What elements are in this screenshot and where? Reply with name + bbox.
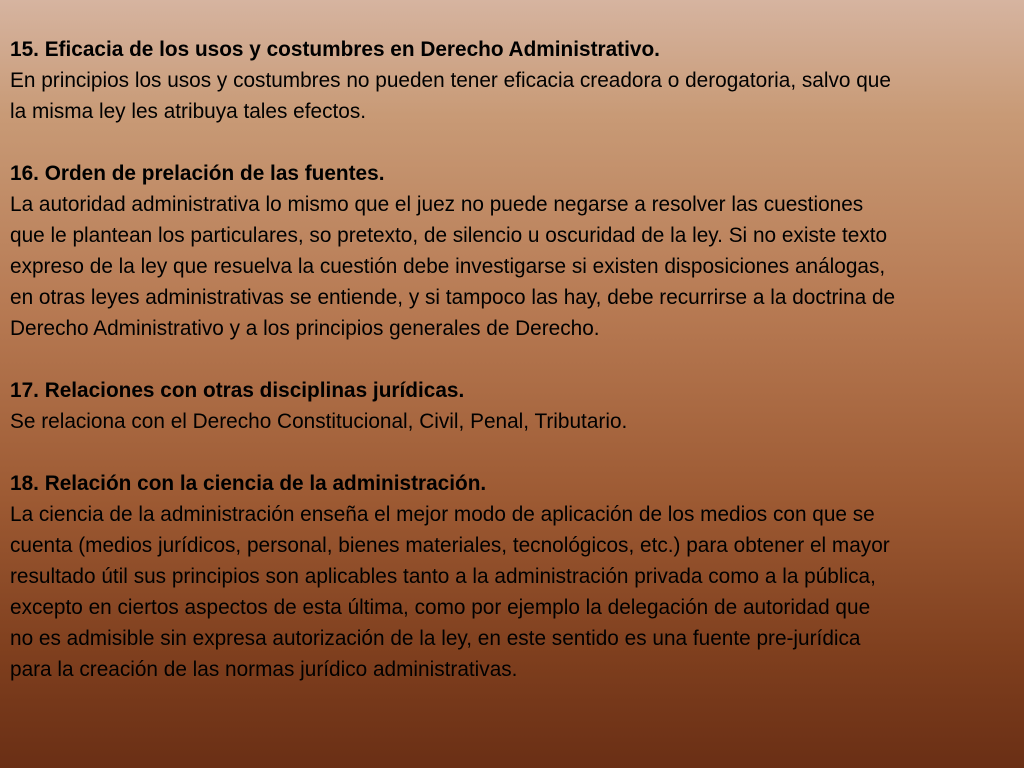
section-line: cuenta (medios jurídicos, personal, bienes materiales, tecnológicos, etc.) para obtener el mayor [10,534,890,557]
section-line: expreso de la ley que resuelva la cuestión debe investigarse si existen disposiciones análogas, [10,255,886,278]
section-line: resultado útil sus principios son aplicables tanto a la administración privada como a la pública, [10,565,876,588]
section-16 [10,158,1010,344]
section-15 [10,34,1010,127]
slide-content [10,34,1010,716]
section-line: que le plantean los particulares, so pretexto, de silencio u oscuridad de la ley. Si no existe texto [10,224,888,247]
section-line: Derecho Administrativo y a los principios generales de Derecho. [10,317,600,340]
section-line: La ciencia de la administración enseña el mejor modo de aplicación de los medios con que se [10,503,875,526]
section-heading: 17. Relaciones con otras disciplinas jurídicas. [10,379,465,402]
section-line: en otras leyes administrativas se entiende, y si tampoco las hay, debe recurrirse a la doctrina de [10,286,896,309]
section-line: Se relaciona con el Derecho Constitucional, Civil, Penal, Tributario. [10,410,628,433]
section-17 [10,375,1010,437]
section-line: para la creación de las normas jurídico administrativas. [10,658,518,681]
section-line: la misma ley les atribuya tales efectos. [10,100,367,123]
section-line: no es admisible sin expresa autorización de la ley, en este sentido es una fuente pre-jurídica [10,627,861,650]
section-line: En principios los usos y costumbres no pueden tener eficacia creadora o derogatoria, salvo que [10,69,891,92]
section-heading: 16. Orden de prelación de las fuentes. [10,162,385,185]
section-line: La autoridad administrativa lo mismo que el juez no puede negarse a resolver las cuestiones [10,193,864,216]
section-heading: 18. Relación con la ciencia de la administración. [10,472,487,495]
section-line: excepto en ciertos aspectos de esta última, como por ejemplo la delegación de autoridad que [10,596,871,619]
section-heading: 15. Eficacia de los usos y costumbres en Derecho Administrativo. [10,38,660,61]
section-18 [10,468,1010,685]
